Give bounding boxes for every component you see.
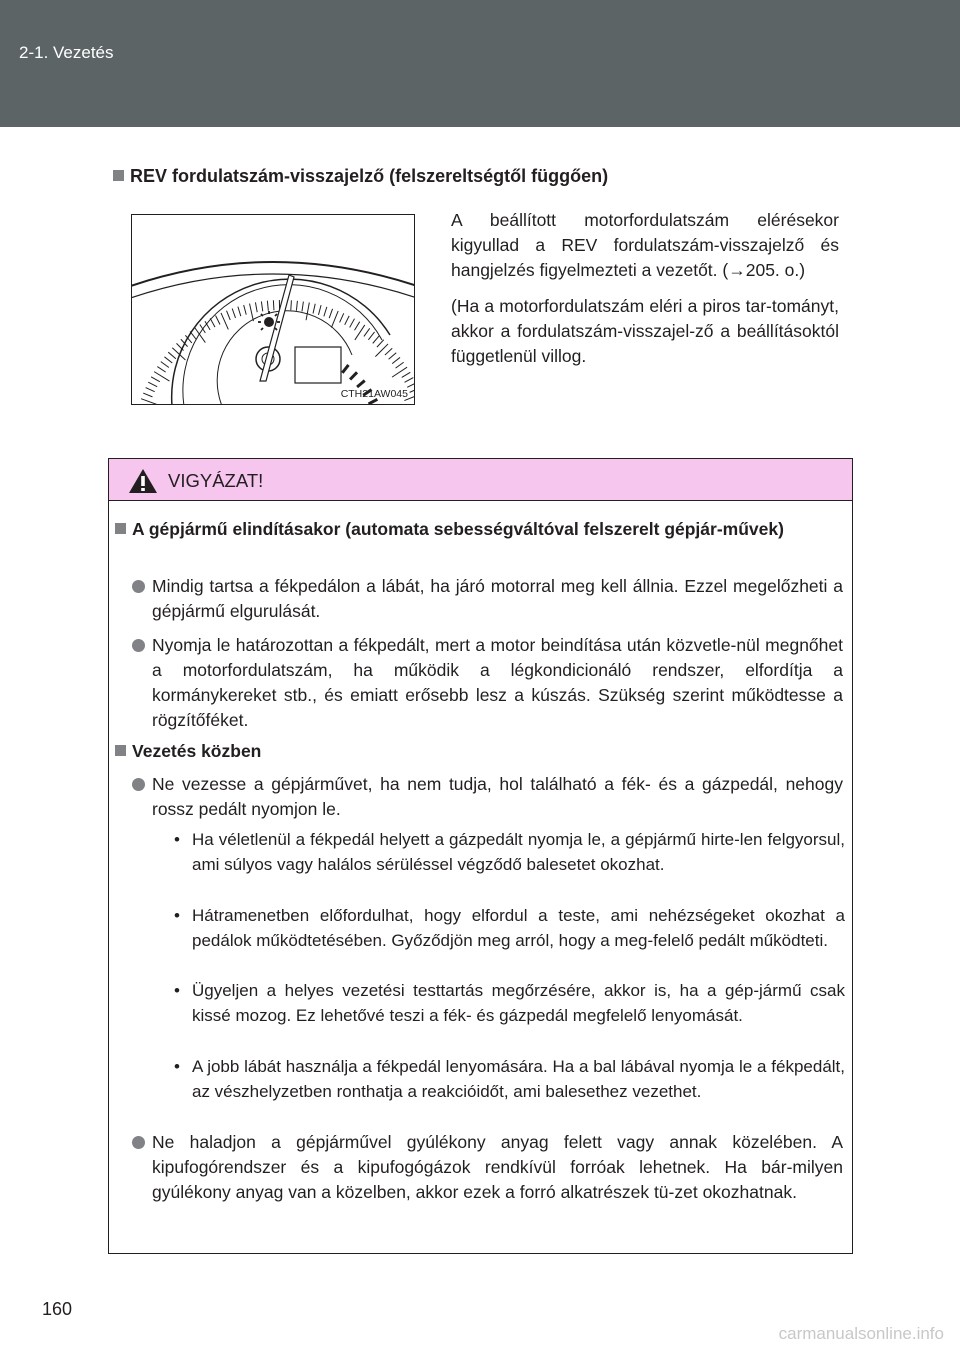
gauge-tick <box>350 319 355 328</box>
gauge-tick <box>392 357 400 363</box>
gauge-tick <box>313 304 315 314</box>
caution-item-text: Ne vezesse a gépjárművet, ha nem tudja, hol található a fék- és a gázpedál, nehogy rossz pedált nyomjon le. <box>152 774 843 819</box>
gauge-tick <box>385 348 392 355</box>
gauge-tick <box>148 382 157 387</box>
gauge-tick <box>396 362 404 368</box>
gauge-tick <box>143 393 152 397</box>
gauge-tick <box>221 313 228 329</box>
bullet-dot: • <box>174 830 180 849</box>
caution-subitem-text: A jobb lábát használja a fékpedál lenyomására. Ha a bal lábával nyomja le a fékpedált, az vészhelyzetben ronthatja a reakcióidőt, ami balesethez vezethet. <box>192 1057 845 1101</box>
bullet-dot: • <box>174 981 180 1000</box>
gauge-tick <box>291 300 292 310</box>
caution-item-text: Nyomja le határozottan a fékpedált, mert a motor beindítása után közvetle-nül megnőhet a motorfordulatszám, ha működik a légkondicionáló rendszer, elfordítja a kormánykereket stb., és emiatt erősebb lesz a kúszás. Szükség szerint működtesse a rögzítőféket. <box>152 635 843 730</box>
gauge-tick <box>157 367 165 373</box>
redzone-tick <box>357 381 365 387</box>
square-bullet-icon <box>115 523 126 534</box>
gauge-tick <box>296 301 297 311</box>
gauge-tick <box>238 307 241 317</box>
gauge-tick <box>151 377 160 382</box>
gauge-tick <box>232 309 235 318</box>
gauge-tick <box>331 311 338 328</box>
circle-bullet-icon <box>132 778 145 791</box>
description-paragraph-1: A beállított motorfordulatszám elérésekor kigyullad a REV fordulatszám-visszajelző és hangjelzés figyelmezteti a vezetőt. (→205. o.) <box>451 210 839 280</box>
caution-subitem-text: Ügyeljen a helyes vezetési testtartás megőrzésére, akkor is, ha a gép-jármű csak kissé mozog. Ez lehetővé teszi a fék- és gázpedál megfelelő lenyomását. <box>192 981 845 1025</box>
description <box>451 208 839 380</box>
caution-subitem <box>171 903 845 953</box>
caution-item <box>131 1130 843 1205</box>
gauge-tick <box>164 357 172 363</box>
gauge-tick <box>407 383 415 387</box>
gauge-tick <box>306 303 309 321</box>
gauge-tick <box>141 399 158 405</box>
gauge-tick <box>368 332 374 340</box>
gauge-tick <box>216 316 220 325</box>
caution-subitem <box>171 1054 845 1104</box>
caution-heading-starting <box>115 517 841 542</box>
gauge-tick <box>267 301 268 311</box>
caution-subitem <box>171 827 845 877</box>
gauge-tick <box>364 328 370 336</box>
gauge-tick <box>410 388 415 392</box>
gauge-tick <box>389 353 397 359</box>
gauge-tick <box>355 322 360 331</box>
watermark: carmanualsonline.info <box>778 1324 944 1343</box>
tachometer-illustration <box>131 214 415 405</box>
gauge-tick <box>161 362 169 368</box>
tachometer-drawing <box>132 215 415 405</box>
circle-bullet-icon <box>132 580 145 593</box>
square-bullet-icon <box>115 745 126 756</box>
caution-subitem-text: Hátramenetben előfordulhat, hogy elfordul a teste, ami nehézségeket okozhat a pedálok működtetésében. Győződjön meg arról, hogy a meg-felelő pedált működteti. <box>192 906 845 950</box>
gauge-tick <box>255 302 257 312</box>
gauge-tick <box>146 388 155 392</box>
gauge-tick <box>273 300 274 310</box>
gauge-tick <box>340 313 344 322</box>
caution-item-text: Mindig tartsa a fékpedálon a lábát, ha járó motorral meg kell állnia. Ezzel megelőzheti a gépjármű elgurulását. <box>152 576 843 621</box>
page-header <box>0 0 960 127</box>
bullet-dot: • <box>174 906 180 925</box>
caution-subitem <box>171 978 845 1028</box>
gauge-tick <box>227 311 231 320</box>
caution-heading-driving <box>115 739 841 764</box>
caution-item <box>131 633 843 733</box>
section-heading <box>113 166 608 187</box>
caution-heading-driving-text: Vezetés közben <box>132 741 262 761</box>
gauge-tick <box>345 316 349 325</box>
warning-triangle-icon <box>128 468 158 494</box>
header-section-title: 2-1. Vezetés <box>19 43 114 62</box>
caution-subitem-text: Ha véletlenül a fékpedál helyett a gázpedált nyomja le, a gépjármű hirte-len felgyorsul, ami súlyos vagy halálos sérüléssel végződő balesetet okozhat. <box>192 830 845 874</box>
gauge-tick <box>329 309 332 318</box>
gauge-tick <box>375 344 388 357</box>
gauge-tick <box>402 372 411 377</box>
gauge-tick <box>168 352 176 359</box>
gauge-tick <box>302 302 303 312</box>
caution-title: VIGYÁZAT! <box>168 470 264 491</box>
gauge-tick <box>373 336 379 344</box>
bullet-dot: • <box>174 1057 180 1076</box>
gauge-tick <box>261 301 262 311</box>
figure-code: CTH21AW045 <box>340 388 408 400</box>
gauge-tick <box>405 378 414 383</box>
gauge-tick <box>318 305 321 315</box>
section-heading-text: REV fordulatszám-visszajelző (felszereltségtől függően) <box>130 166 609 186</box>
caution-heading-starting-text: A gépjármű elindításakor (automata sebességváltóval felszerelt gépjár-művek) <box>132 519 784 539</box>
gauge-tick <box>377 340 384 347</box>
caution-item-text: Ne haladjon a gépjárművel gyúlékony anyag felett vagy annak közelében. A kipufogórendszer és a kipufogógázok rendkívül forróak lehetnek. Ha bár-milyen gyúlékony anyag van a közelben, akkor ezek a forró alkatrészek tü-zet okozhatnak. <box>152 1132 843 1202</box>
gauge-tick <box>324 307 327 317</box>
page-number: 160 <box>42 1299 73 1319</box>
redzone-tick <box>350 372 357 379</box>
circle-bullet-icon <box>132 1136 145 1149</box>
redzone-tick <box>342 365 348 373</box>
caution-box <box>108 458 853 1254</box>
gauge-tick <box>190 331 196 339</box>
gauge-tick <box>210 318 215 327</box>
caution-item <box>131 772 843 822</box>
circle-bullet-icon <box>132 639 145 652</box>
redzone-tick <box>369 399 378 404</box>
square-bullet-icon <box>113 170 124 181</box>
gauge-tick <box>244 305 247 315</box>
caution-item <box>131 574 843 624</box>
description-paragraph-2: (Ha a motorfordulatszám eléri a piros tar-tományt, akkor a fordulatszám-visszajel-ző a beállításoktól függetlenül villog. <box>451 296 839 366</box>
gauge-tick <box>250 304 254 322</box>
caution-header <box>109 459 852 501</box>
